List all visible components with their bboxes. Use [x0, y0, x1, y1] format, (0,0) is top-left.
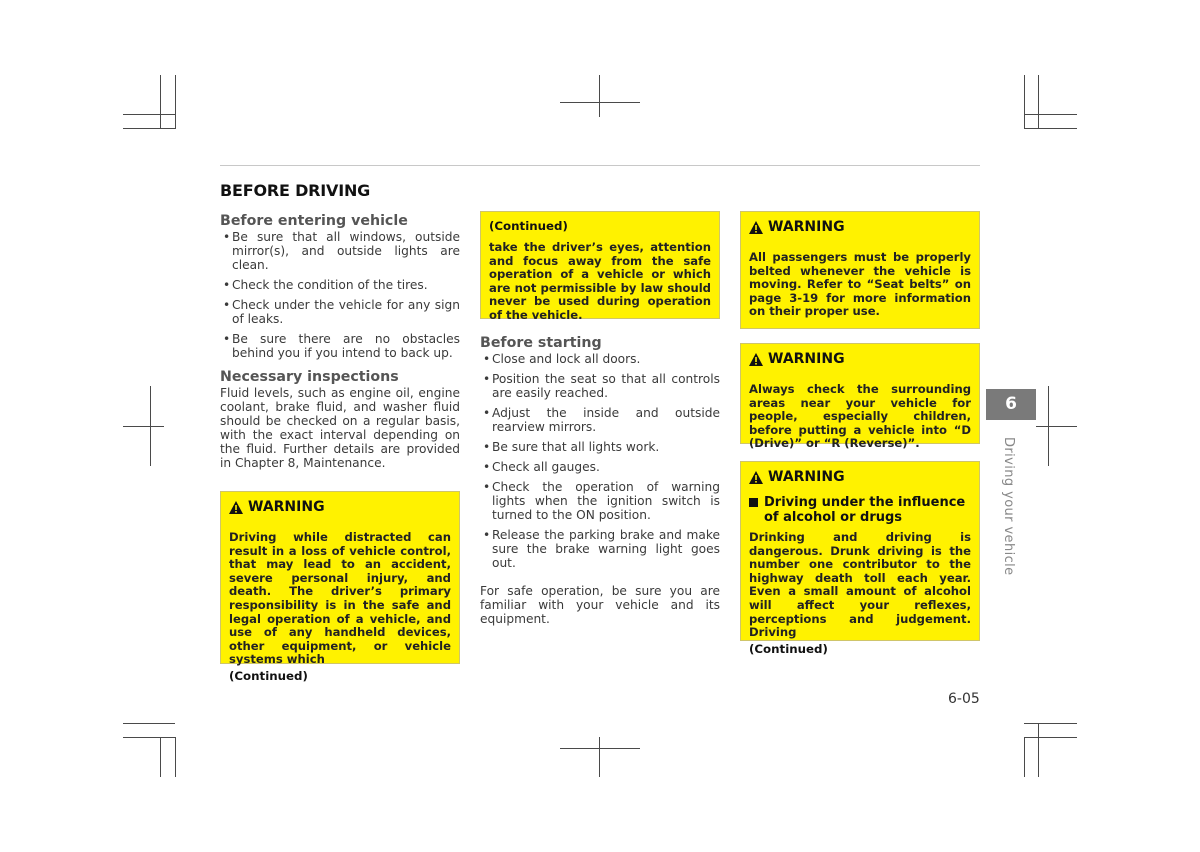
crop-mark — [123, 128, 175, 129]
continued-label: (Continued) — [489, 219, 568, 233]
warning-heading — [229, 499, 451, 516]
header-rule — [220, 165, 980, 166]
crop-mark — [599, 75, 600, 117]
crop-mark — [1024, 128, 1077, 129]
square-bullet-icon — [749, 498, 758, 507]
column-right — [740, 211, 980, 656]
inspections-paragraph: Fluid levels, such as engine oil, engine coolant, brake fluid, and washer fluid should be checked on a regular basis, with the exact interval depending on the fluid. Further details are provided in Chapter 8, Maintenance. — [220, 386, 460, 470]
warning-text: All passengers must be properly belted whenever the vehicle is moving. Refer to “Seat belts” on page 3-19 for more information on their proper use. — [749, 250, 971, 319]
crop-mark — [1038, 75, 1039, 129]
section-title: BEFORE DRIVING — [220, 181, 371, 200]
list-item: • Position the seat so that all controls are easily reached. — [480, 372, 720, 400]
continued-label: (Continued) — [229, 668, 308, 683]
before-starting-list — [480, 352, 720, 570]
crop-mark — [1038, 723, 1039, 777]
warning-triangle-icon — [749, 471, 763, 484]
crop-mark — [123, 737, 175, 738]
crop-mark — [1024, 114, 1077, 115]
warning-box-distracted — [220, 491, 460, 683]
warning-box-surroundings — [740, 343, 980, 451]
necessary-inspections-heading: Necessary inspections — [220, 369, 399, 385]
chapter-tab: 6 — [986, 389, 1036, 420]
crop-mark — [160, 75, 161, 129]
crop-mark — [160, 737, 161, 777]
crop-mark — [560, 102, 640, 103]
before-entering-list — [220, 230, 460, 360]
list-item: • Be sure there are no obstacles behind you if you intend to back up. — [220, 332, 460, 360]
list-item: • Check the condition of the tires. — [220, 278, 460, 292]
crop-mark — [1024, 737, 1025, 777]
crop-mark — [175, 737, 176, 777]
warning-title: WARNING — [248, 499, 325, 515]
warning-text: Always check the surrounding areas near your vehicle for people, especially children, before putting a vehicle into “D (Drive)” or “R (Reverse)”. — [749, 382, 971, 451]
crop-mark — [1024, 75, 1025, 129]
warning-triangle-icon — [749, 353, 763, 366]
list-item: • Check under the vehicle for any sign of leaks. — [220, 298, 460, 326]
crop-mark — [123, 723, 175, 724]
warning-heading — [749, 219, 971, 236]
crop-mark — [175, 75, 176, 129]
crop-mark — [1024, 723, 1077, 724]
continued-label: (Continued) — [749, 641, 828, 656]
warning-triangle-icon — [749, 221, 763, 234]
list-item: • Adjust the inside and outside rearview mirrors. — [480, 406, 720, 434]
column-left — [220, 213, 460, 683]
list-item: • Close and lock all doors. — [480, 352, 720, 366]
page-number: 6-05 — [948, 691, 980, 707]
warning-title: WARNING — [768, 219, 845, 235]
warning-heading — [749, 351, 971, 368]
continued-warning-text: take the driver’s eyes, attention and focus away from the safe operation of a vehicle or which are not permissible by law should never be used during operation of the vehicle. — [489, 240, 711, 322]
crop-mark — [1024, 737, 1077, 738]
safe-operation-paragraph: For safe operation, be sure you are familiar with your vehicle and its equipment. — [480, 584, 720, 626]
before-entering-heading: Before entering vehicle — [220, 213, 408, 229]
warning-box-seat-belts — [740, 211, 980, 329]
before-starting-heading: Before starting — [480, 335, 602, 351]
warning-triangle-icon — [229, 501, 243, 514]
chapter-side-label: Driving your vehicle — [1001, 437, 1016, 576]
list-item: • Be sure that all lights work. — [480, 440, 720, 454]
crop-mark — [560, 748, 640, 749]
warning-text: Driving while distracted can result in a loss of vehicle control, that may lead to an accident, severe personal injury, and death. The driver’s primary responsibility is in the safe and legal operation of a vehicle, and use of any handheld devices, other equipment, or vehicle systems which — [229, 530, 451, 667]
crop-mark — [1036, 426, 1077, 427]
crop-mark — [123, 426, 164, 427]
warning-title: WARNING — [768, 351, 845, 367]
alcohol-subheading — [749, 496, 971, 525]
warning-text: Drinking and driving is dangerous. Drunk driving is the number one contributor to the highway death toll each year. Even a small amount of alcohol will affect your reflexes, perceptions and judgement. Driving — [749, 530, 971, 640]
warning-heading — [749, 469, 971, 486]
column-middle — [480, 211, 720, 626]
warning-box-alcohol — [740, 461, 980, 656]
list-item: • Be sure that all windows, outside mirror(s), and outside lights are clean. — [220, 230, 460, 272]
list-item: • Check all gauges. — [480, 460, 720, 474]
list-item: • Check the operation of warning lights when the ignition switch is turned to the ON position. — [480, 480, 720, 522]
crop-mark — [599, 737, 600, 777]
subheading-text: Driving under the influence of alcohol or drugs — [764, 495, 966, 525]
continued-warning-box — [480, 211, 720, 322]
crop-mark — [123, 114, 175, 115]
warning-title: WARNING — [768, 469, 845, 485]
list-item: • Release the parking brake and make sure the brake warning light goes out. — [480, 528, 720, 570]
